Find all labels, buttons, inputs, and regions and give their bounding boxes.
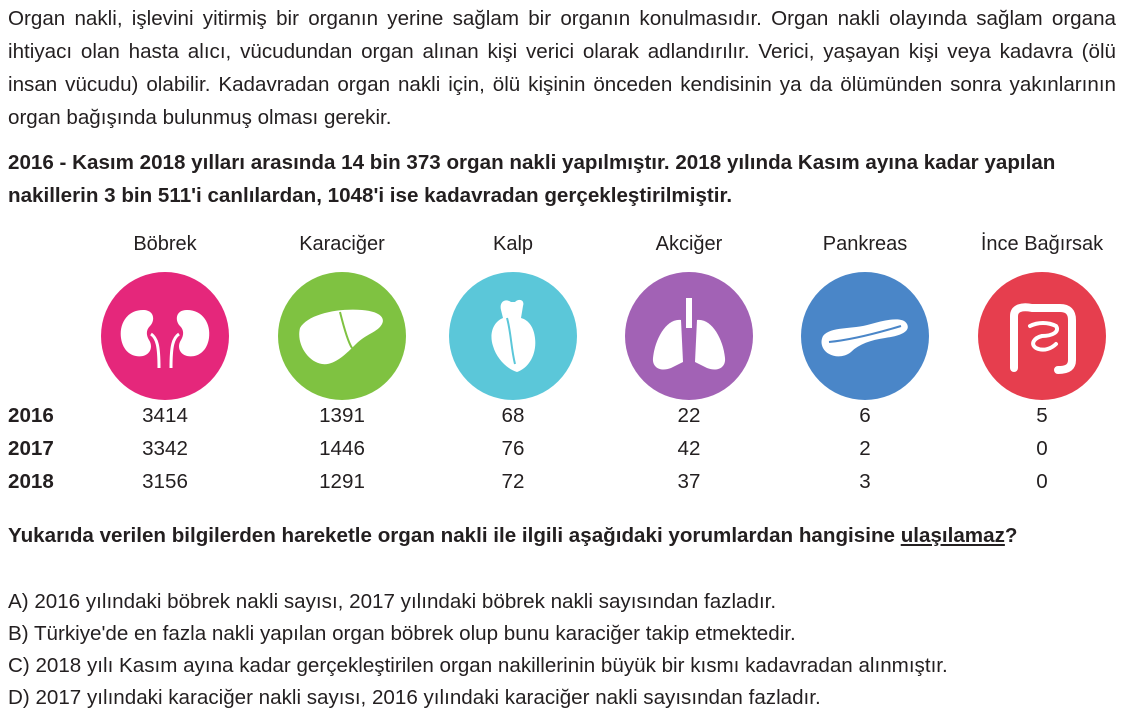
- organ-name: Akciğer: [655, 233, 723, 255]
- option-a[interactable]: A) 2016 yılındaki böbrek nakli sayısı, 2017 yılındaki böbrek nakli sayısından fazladır.: [8, 590, 777, 613]
- table-cell: 3: [859, 470, 871, 493]
- organ-column-pancreas: [795, 230, 935, 400]
- table-cell: 76: [501, 437, 525, 460]
- question-text: [8, 520, 1116, 552]
- table-cell: 1446: [319, 437, 365, 460]
- table-cell: 72: [501, 470, 525, 493]
- organ-column-lungs: [619, 230, 759, 400]
- organ-name: İnce Bağırsak: [980, 233, 1104, 255]
- liver-icon: [278, 272, 406, 400]
- table-cell: 3156: [142, 470, 188, 493]
- summary-paragraph: 2016 - Kasım 2018 yılları arasında 14 bin 373 organ nakli yapılmıştır. 2018 yılında Kasım ayına kadar yapılan nakillerin 3 bin 511'i canlılardan, 1048'i ise kadavradan gerçekleştirilmiştir.: [8, 151, 1056, 207]
- organ-column-small-intestine: [972, 230, 1112, 400]
- table-cell: 1391: [319, 404, 365, 427]
- kidney-icon: [101, 272, 229, 400]
- question-emphasis: ulaşılamaz: [900, 524, 1005, 547]
- table-cell: 22: [677, 404, 701, 427]
- year-label: 2016: [8, 404, 54, 427]
- table-cell: 1291: [319, 470, 365, 493]
- year-label: 2017: [8, 437, 54, 460]
- organ-name: Pankreas: [822, 233, 908, 255]
- organ-column-heart: [443, 230, 583, 400]
- organ-column-liver: [272, 230, 412, 400]
- intro-paragraph: Organ nakli, işlevini yitirmiş bir organın yerine sağlam bir organın konulmasıdır. Organ nakli olayında sağlam organa ihtiyacı olan hasta alıcı, vücudundan organ alınan kişi verici olarak adlandırılır. Verici, yaşayan kişi veya kadavra (ölü insan vücudu) olabilir. Kadavradan organ nakli için, ölü kişinin önceden kendisinin ya da ölümünden sonra yakınlarının organ bağışında bulunmuş olması gerekir.: [8, 7, 1116, 129]
- lungs-icon: [625, 272, 753, 400]
- option-c[interactable]: C) 2018 yılı Kasım ayına kadar gerçekleştirilen organ nakillerinin büyük bir kısmı kadavradan alınmıştır.: [8, 654, 948, 677]
- question-prefix: Yukarıda verilen bilgilerden hareketle organ nakli ile ilgili aşağıdaki yorumlardan hangisine: [8, 524, 901, 547]
- intestine-icon: [978, 272, 1106, 400]
- organ-column-kidney: [95, 230, 235, 400]
- option-b[interactable]: B) Türkiye'de en fazla nakli yapılan organ böbrek olup bunu karaciğer takip etmektedir.: [8, 622, 796, 645]
- heart-icon: [449, 272, 577, 400]
- table-cell: 2: [859, 437, 871, 460]
- table-cell: 5: [1036, 404, 1048, 427]
- organ-name: Karaciğer: [299, 233, 385, 255]
- year-label: 2018: [8, 470, 54, 493]
- table-cell: 6: [859, 404, 871, 427]
- table-cell: 3414: [142, 404, 188, 427]
- table-cell: 42: [677, 437, 701, 460]
- organ-name: Kalp: [492, 233, 534, 255]
- table-cell: 0: [1036, 437, 1048, 460]
- table-cell: 0: [1036, 470, 1048, 493]
- question-suffix: ?: [1004, 524, 1018, 547]
- organ-name: Böbrek: [133, 233, 197, 255]
- table-cell: 68: [501, 404, 525, 427]
- table-cell: 3342: [142, 437, 188, 460]
- table-cell: 37: [677, 470, 701, 493]
- pancreas-icon: [801, 272, 929, 400]
- option-d[interactable]: D) 2017 yılındaki karaciğer nakli sayısı, 2016 yılındaki karaciğer nakli sayısından fazladır.: [8, 686, 821, 709]
